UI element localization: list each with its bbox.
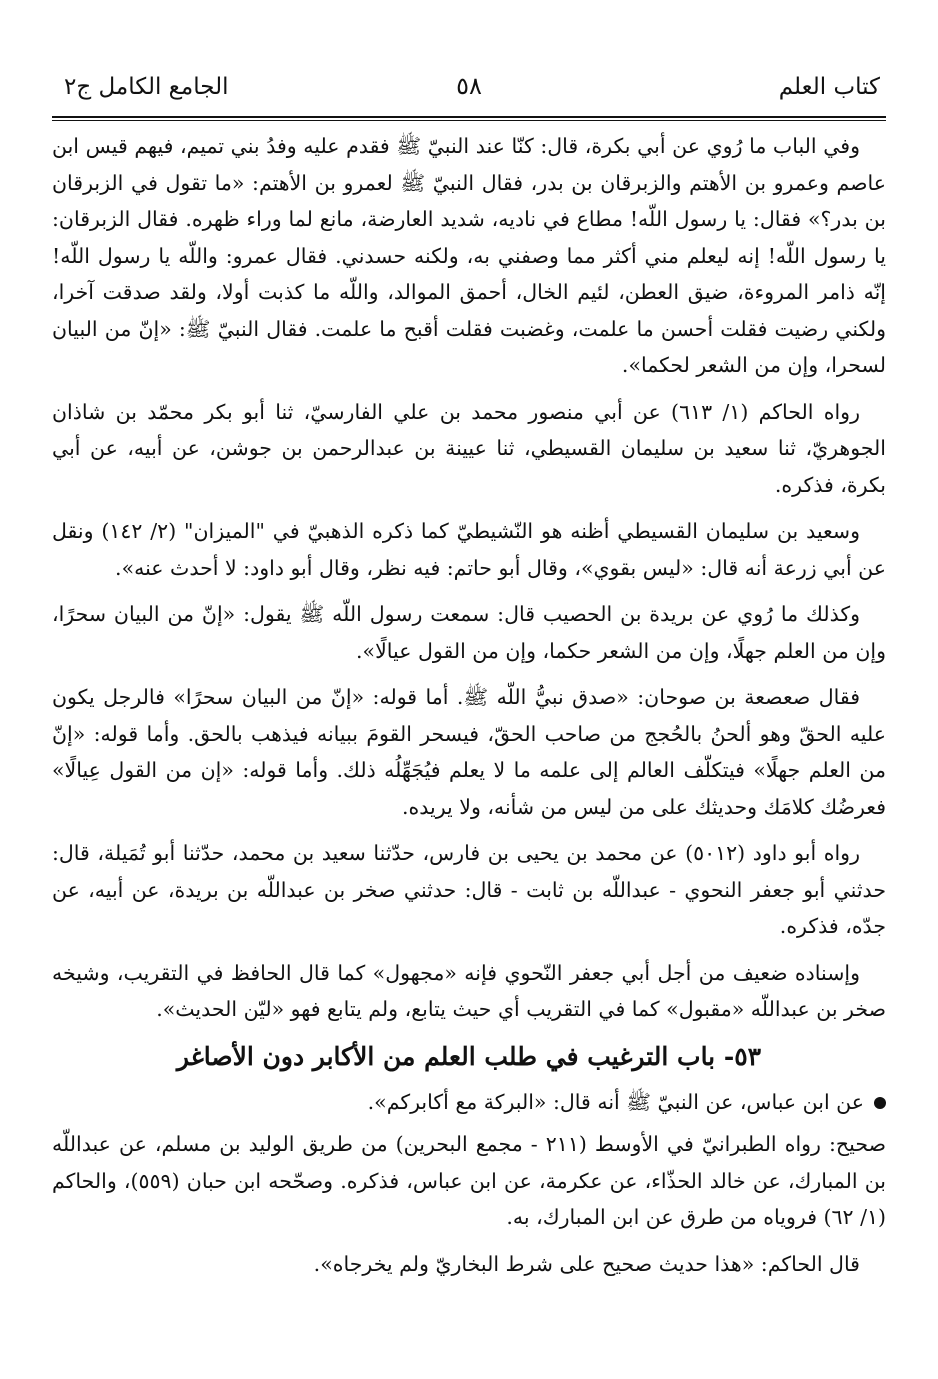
page-number: ٥٨ <box>456 72 482 100</box>
paragraph-3: وسعيد بن سليمان القسيطي أظنه هو النّشيطيّ كما ذكره الذهبيّ في "الميزان" (٢/ ١٤٢) ونقل عن أبي زرعة أنه قال: «ليس بقوي»، وقال أبو حاتم: فيه نظر، وقال أبو داود: لا أحدث عنه». <box>52 519 886 580</box>
page-header <box>52 70 886 112</box>
page-content <box>52 128 886 1292</box>
paragraph-1: وفي الباب ما رُوي عن أبي بكرة، قال: كنّا عند النبيّ ﷺ فقدم عليه وفدُ بني تميم، فيهم قيس ابن عاصم وعمرو بن الأهتم والزبرقان بن بدر، فقال النبيّ ﷺ لعمرو بن الأهتم: «ما تقول في الزبرقان بن بدر؟» فقال: يا رسول اللّه! مطاع في ناديه، شديد العارضة، مانع لما وراء ظهره. فقال الزبرقان: يا رسول اللّه! إنه ليعلم مني أكثر مما وصفني به، ولكنه حسدني. فقال عمرو: واللّه يا رسول اللّه! إنّه ذامر المروءة، ضيق العطن، لئيم الخال، أحمق الموالد، واللّه ما كذبت أولا، ولقد صدقت آخرا، ولكني رضيت فقلت أحسن ما علمت، وغضبت فقلت أقبح ما علمت. فقال النبيّ ﷺ: «إنّ من البيان لسحرا، وإن من الشعر لحكما». <box>52 134 886 377</box>
paragraph-9: قال الحاكم: «هذا حديث صحيح على شرط البخاريّ ولم يخرجاه». <box>313 1251 860 1276</box>
book-title: كتاب العلم <box>778 74 880 100</box>
collection-title: الجامع الكامل ج٢ <box>64 74 229 100</box>
paragraph-7: وإسناده ضعيف من أجل أبي جعفر النّحوي فإنه «مجهول» كما قال الحافظ في التقريب، وشيخه صخر بن عبداللّه «مقبول» كما في التقريب أي حيث يتابع، ولم يتابع فهو «ليّن الحديث». <box>52 960 886 1021</box>
hadith-text <box>52 1084 886 1121</box>
section-heading: ٥٣- باب الترغيب في طلب العلم من الأكابر دون الأصاغر <box>176 1041 762 1071</box>
header-rule <box>52 116 886 121</box>
bullet-icon <box>874 1097 886 1109</box>
paragraph-8: صحيح: رواه الطبرانيّ في الأوسط (٢١١ - مجمع البحرين) من طريق الوليد بن مسلم، عن عبداللّه بن المبارك، عن خالد الحذّاء، عن عكرمة، عن ابن عباس، فذكره. وصحّحه ابن حبان (٥٥٩)، والحاكم (١/ ٦٢) فروياه من طرق عن ابن المبارك، به. <box>52 1132 887 1229</box>
paragraph-2: رواه الحاكم (١/ ٦١٣) عن أبي منصور محمد بن علي الفارسيّ، ثنا أبو بكر محمّد بن شاذان الجوهريّ، ثنا سعيد بن سليمان القسيطي، ثنا عيينة بن عبدالرحمن بن جوشن، عن أبيه، عن أبي بكرة، فذكره. <box>52 399 886 497</box>
paragraph-4: وكذلك ما رُوي عن بريدة بن الحصيب قال: سمعت رسول اللّه ﷺ يقول: «إنّ من البيان سحرًا، وإن من العلم جهلًا، وإن من الشعر حكما، وإن من القول عيالًا». <box>52 602 886 663</box>
hadith-content: عن ابن عباس، عن النبيّ ﷺ أنه قال: «البركة مع أكابركم». <box>367 1089 864 1114</box>
paragraph-5: فقال صعصعة بن صوحان: «صدق نبيُّ اللّه ﷺ. أما قوله: «إنّ من البيان سحرًا» فالرجل يكون عليه الحقّ وهو ألحنُ بالحُجج من صاحب الحقّ، فيسحر القومَ ببيانه فيذهب بالحق. وأما قوله: «إنّ من العلم جهلًا» فيتكلّف العالم إلى علمه ما لا يعلم فيُجَهِّلُه ذلك. وأما قوله: «إن من القول عِيالًا» فعرضُك كلامَك وحديثك على من ليس من شأنه، ولا يريده. <box>52 685 886 819</box>
paragraph-6: رواه أبو داود (٥٠١٢) عن محمد بن يحيى بن فارس، حدّثنا سعيد بن محمد، حدّثنا أبو تُمَيلة، قال: حدثني أبو جعفر النحوي - عبداللّه بن ثابت - قال: حدثني صخر بن عبداللّه بن بريدة، عن أبيه، عن جدّه، فذكره. <box>52 841 886 938</box>
